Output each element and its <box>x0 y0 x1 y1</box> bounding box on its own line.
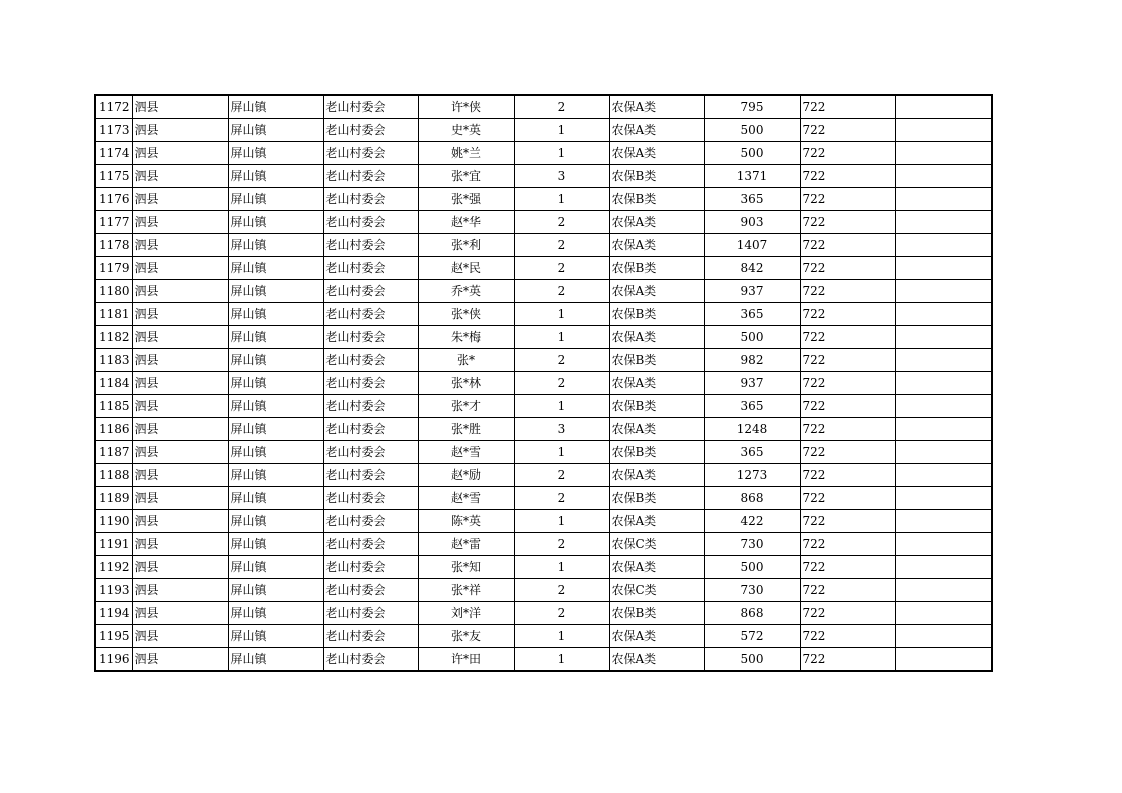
village-cell: 老山村委会 <box>323 326 418 349</box>
table-row <box>95 234 992 257</box>
name-cell: 姚*兰 <box>418 142 514 165</box>
standard-cell: 722 <box>800 372 895 395</box>
county-cell: 泗县 <box>132 280 228 303</box>
standard-cell: 722 <box>800 487 895 510</box>
town-cell: 屏山镇 <box>228 556 323 579</box>
insurance-type-cell: 农保B类 <box>609 395 704 418</box>
amount-cell: 500 <box>704 142 800 165</box>
village-cell: 老山村委会 <box>323 418 418 441</box>
amount-cell: 982 <box>704 349 800 372</box>
table-row <box>95 395 992 418</box>
village-cell: 老山村委会 <box>323 510 418 533</box>
insurance-type-cell: 农保B类 <box>609 441 704 464</box>
standard-cell: 722 <box>800 625 895 648</box>
town-cell: 屏山镇 <box>228 625 323 648</box>
row-index-cell: 1195 <box>95 625 132 648</box>
standard-cell: 722 <box>800 556 895 579</box>
county-cell: 泗县 <box>132 625 228 648</box>
county-cell: 泗县 <box>132 441 228 464</box>
note-cell <box>895 349 992 372</box>
standard-cell: 722 <box>800 441 895 464</box>
table-row <box>95 165 992 188</box>
note-cell <box>895 556 992 579</box>
table-row <box>95 602 992 625</box>
household-count-cell: 1 <box>514 625 609 648</box>
name-cell: 朱*梅 <box>418 326 514 349</box>
row-index-cell: 1177 <box>95 211 132 234</box>
insurance-type-cell: 农保A类 <box>609 119 704 142</box>
household-count-cell: 1 <box>514 142 609 165</box>
row-index-cell: 1182 <box>95 326 132 349</box>
village-cell: 老山村委会 <box>323 119 418 142</box>
county-cell: 泗县 <box>132 510 228 533</box>
table-row <box>95 556 992 579</box>
row-index-cell: 1178 <box>95 234 132 257</box>
amount-cell: 365 <box>704 441 800 464</box>
name-cell: 乔*英 <box>418 280 514 303</box>
county-cell: 泗县 <box>132 556 228 579</box>
table-row <box>95 648 992 672</box>
name-cell: 赵*雷 <box>418 533 514 556</box>
town-cell: 屏山镇 <box>228 280 323 303</box>
table-row <box>95 418 992 441</box>
village-cell: 老山村委会 <box>323 142 418 165</box>
standard-cell: 722 <box>800 602 895 625</box>
county-cell: 泗县 <box>132 142 228 165</box>
name-cell: 张*利 <box>418 234 514 257</box>
village-cell: 老山村委会 <box>323 441 418 464</box>
note-cell <box>895 625 992 648</box>
village-cell: 老山村委会 <box>323 211 418 234</box>
note-cell <box>895 441 992 464</box>
county-cell: 泗县 <box>132 257 228 280</box>
row-index-cell: 1196 <box>95 648 132 672</box>
household-count-cell: 2 <box>514 602 609 625</box>
standard-cell: 722 <box>800 648 895 672</box>
row-index-cell: 1176 <box>95 188 132 211</box>
table-body <box>95 95 992 671</box>
town-cell: 屏山镇 <box>228 95 323 119</box>
note-cell <box>895 188 992 211</box>
row-index-cell: 1174 <box>95 142 132 165</box>
insurance-type-cell: 农保B类 <box>609 165 704 188</box>
village-cell: 老山村委会 <box>323 188 418 211</box>
name-cell: 张*胜 <box>418 418 514 441</box>
household-count-cell: 1 <box>514 119 609 142</box>
table-row <box>95 441 992 464</box>
standard-cell: 722 <box>800 533 895 556</box>
row-index-cell: 1183 <box>95 349 132 372</box>
amount-cell: 572 <box>704 625 800 648</box>
amount-cell: 500 <box>704 648 800 672</box>
household-count-cell: 1 <box>514 395 609 418</box>
village-cell: 老山村委会 <box>323 165 418 188</box>
name-cell: 赵*民 <box>418 257 514 280</box>
town-cell: 屏山镇 <box>228 418 323 441</box>
standard-cell: 722 <box>800 326 895 349</box>
amount-cell: 500 <box>704 119 800 142</box>
amount-cell: 1248 <box>704 418 800 441</box>
village-cell: 老山村委会 <box>323 395 418 418</box>
name-cell: 张*侠 <box>418 303 514 326</box>
household-count-cell: 1 <box>514 556 609 579</box>
household-count-cell: 2 <box>514 257 609 280</box>
name-cell: 张*祥 <box>418 579 514 602</box>
town-cell: 屏山镇 <box>228 165 323 188</box>
table-row <box>95 95 992 119</box>
amount-cell: 1407 <box>704 234 800 257</box>
household-count-cell: 1 <box>514 303 609 326</box>
name-cell: 陈*英 <box>418 510 514 533</box>
town-cell: 屏山镇 <box>228 326 323 349</box>
insurance-type-cell: 农保C类 <box>609 533 704 556</box>
row-index-cell: 1193 <box>95 579 132 602</box>
town-cell: 屏山镇 <box>228 119 323 142</box>
table-row <box>95 142 992 165</box>
name-cell: 刘*洋 <box>418 602 514 625</box>
village-cell: 老山村委会 <box>323 349 418 372</box>
table-row <box>95 257 992 280</box>
town-cell: 屏山镇 <box>228 211 323 234</box>
table-row <box>95 510 992 533</box>
note-cell <box>895 119 992 142</box>
town-cell: 屏山镇 <box>228 303 323 326</box>
village-cell: 老山村委会 <box>323 533 418 556</box>
county-cell: 泗县 <box>132 418 228 441</box>
amount-cell: 365 <box>704 188 800 211</box>
table-row <box>95 487 992 510</box>
row-index-cell: 1194 <box>95 602 132 625</box>
note-cell <box>895 257 992 280</box>
amount-cell: 868 <box>704 487 800 510</box>
document-sheet <box>94 94 993 672</box>
table-row <box>95 349 992 372</box>
row-index-cell: 1186 <box>95 418 132 441</box>
name-cell: 张*林 <box>418 372 514 395</box>
household-count-cell: 1 <box>514 648 609 672</box>
town-cell: 屏山镇 <box>228 142 323 165</box>
insurance-type-cell: 农保A类 <box>609 648 704 672</box>
standard-cell: 722 <box>800 257 895 280</box>
insurance-type-cell: 农保A类 <box>609 625 704 648</box>
table-row <box>95 533 992 556</box>
county-cell: 泗县 <box>132 188 228 211</box>
note-cell <box>895 395 992 418</box>
household-count-cell: 2 <box>514 211 609 234</box>
insurance-type-cell: 农保A类 <box>609 211 704 234</box>
standard-cell: 722 <box>800 395 895 418</box>
amount-cell: 1371 <box>704 165 800 188</box>
row-index-cell: 1179 <box>95 257 132 280</box>
household-count-cell: 2 <box>514 464 609 487</box>
note-cell <box>895 602 992 625</box>
village-cell: 老山村委会 <box>323 648 418 672</box>
village-cell: 老山村委会 <box>323 602 418 625</box>
amount-cell: 868 <box>704 602 800 625</box>
standard-cell: 722 <box>800 280 895 303</box>
household-count-cell: 2 <box>514 487 609 510</box>
insurance-type-cell: 农保A类 <box>609 142 704 165</box>
town-cell: 屏山镇 <box>228 648 323 672</box>
table-row <box>95 211 992 234</box>
table-row <box>95 326 992 349</box>
insurance-type-cell: 农保A类 <box>609 95 704 119</box>
county-cell: 泗县 <box>132 349 228 372</box>
insurance-type-cell: 农保A类 <box>609 510 704 533</box>
standard-cell: 722 <box>800 188 895 211</box>
village-cell: 老山村委会 <box>323 372 418 395</box>
standard-cell: 722 <box>800 211 895 234</box>
household-count-cell: 2 <box>514 533 609 556</box>
county-cell: 泗县 <box>132 602 228 625</box>
note-cell <box>895 95 992 119</box>
name-cell: 史*英 <box>418 119 514 142</box>
household-count-cell: 2 <box>514 234 609 257</box>
insurance-type-cell: 农保B类 <box>609 602 704 625</box>
amount-cell: 500 <box>704 326 800 349</box>
note-cell <box>895 211 992 234</box>
town-cell: 屏山镇 <box>228 257 323 280</box>
household-count-cell: 2 <box>514 372 609 395</box>
standard-cell: 722 <box>800 418 895 441</box>
insurance-type-cell: 农保B类 <box>609 303 704 326</box>
county-cell: 泗县 <box>132 533 228 556</box>
town-cell: 屏山镇 <box>228 441 323 464</box>
row-index-cell: 1187 <box>95 441 132 464</box>
insurance-type-cell: 农保A类 <box>609 234 704 257</box>
row-index-cell: 1191 <box>95 533 132 556</box>
data-table <box>94 94 993 672</box>
note-cell <box>895 648 992 672</box>
row-index-cell: 1175 <box>95 165 132 188</box>
village-cell: 老山村委会 <box>323 280 418 303</box>
insurance-type-cell: 农保A类 <box>609 556 704 579</box>
town-cell: 屏山镇 <box>228 188 323 211</box>
name-cell: 张*强 <box>418 188 514 211</box>
table-row <box>95 372 992 395</box>
standard-cell: 722 <box>800 234 895 257</box>
standard-cell: 722 <box>800 95 895 119</box>
amount-cell: 795 <box>704 95 800 119</box>
note-cell <box>895 165 992 188</box>
insurance-type-cell: 农保B类 <box>609 257 704 280</box>
table-row <box>95 119 992 142</box>
county-cell: 泗县 <box>132 119 228 142</box>
village-cell: 老山村委会 <box>323 95 418 119</box>
amount-cell: 365 <box>704 303 800 326</box>
insurance-type-cell: 农保B类 <box>609 487 704 510</box>
amount-cell: 365 <box>704 395 800 418</box>
insurance-type-cell: 农保A类 <box>609 372 704 395</box>
standard-cell: 722 <box>800 165 895 188</box>
household-count-cell: 2 <box>514 349 609 372</box>
household-count-cell: 2 <box>514 95 609 119</box>
insurance-type-cell: 农保A类 <box>609 280 704 303</box>
insurance-type-cell: 农保B类 <box>609 349 704 372</box>
town-cell: 屏山镇 <box>228 510 323 533</box>
town-cell: 屏山镇 <box>228 372 323 395</box>
name-cell: 赵*雪 <box>418 487 514 510</box>
table-row <box>95 625 992 648</box>
amount-cell: 500 <box>704 556 800 579</box>
town-cell: 屏山镇 <box>228 395 323 418</box>
county-cell: 泗县 <box>132 579 228 602</box>
note-cell <box>895 487 992 510</box>
note-cell <box>895 326 992 349</box>
county-cell: 泗县 <box>132 326 228 349</box>
name-cell: 许*田 <box>418 648 514 672</box>
village-cell: 老山村委会 <box>323 464 418 487</box>
town-cell: 屏山镇 <box>228 234 323 257</box>
row-index-cell: 1190 <box>95 510 132 533</box>
standard-cell: 722 <box>800 579 895 602</box>
note-cell <box>895 142 992 165</box>
amount-cell: 730 <box>704 533 800 556</box>
name-cell: 赵*华 <box>418 211 514 234</box>
household-count-cell: 3 <box>514 165 609 188</box>
household-count-cell: 1 <box>514 188 609 211</box>
name-cell: 张* <box>418 349 514 372</box>
standard-cell: 722 <box>800 349 895 372</box>
table-row <box>95 303 992 326</box>
county-cell: 泗县 <box>132 395 228 418</box>
town-cell: 屏山镇 <box>228 464 323 487</box>
name-cell: 张*知 <box>418 556 514 579</box>
note-cell <box>895 372 992 395</box>
county-cell: 泗县 <box>132 372 228 395</box>
household-count-cell: 1 <box>514 441 609 464</box>
insurance-type-cell: 农保A类 <box>609 418 704 441</box>
name-cell: 张*友 <box>418 625 514 648</box>
county-cell: 泗县 <box>132 464 228 487</box>
standard-cell: 722 <box>800 510 895 533</box>
amount-cell: 842 <box>704 257 800 280</box>
table-row <box>95 464 992 487</box>
insurance-type-cell: 农保B类 <box>609 188 704 211</box>
household-count-cell: 2 <box>514 280 609 303</box>
county-cell: 泗县 <box>132 487 228 510</box>
note-cell <box>895 464 992 487</box>
name-cell: 许*侠 <box>418 95 514 119</box>
insurance-type-cell: 农保A类 <box>609 464 704 487</box>
name-cell: 赵*雪 <box>418 441 514 464</box>
name-cell: 赵*励 <box>418 464 514 487</box>
row-index-cell: 1189 <box>95 487 132 510</box>
amount-cell: 937 <box>704 280 800 303</box>
household-count-cell: 1 <box>514 510 609 533</box>
table-row <box>95 579 992 602</box>
village-cell: 老山村委会 <box>323 556 418 579</box>
town-cell: 屏山镇 <box>228 487 323 510</box>
standard-cell: 722 <box>800 119 895 142</box>
village-cell: 老山村委会 <box>323 487 418 510</box>
note-cell <box>895 510 992 533</box>
name-cell: 张*宜 <box>418 165 514 188</box>
row-index-cell: 1181 <box>95 303 132 326</box>
row-index-cell: 1172 <box>95 95 132 119</box>
row-index-cell: 1180 <box>95 280 132 303</box>
amount-cell: 903 <box>704 211 800 234</box>
note-cell <box>895 579 992 602</box>
note-cell <box>895 533 992 556</box>
standard-cell: 722 <box>800 142 895 165</box>
town-cell: 屏山镇 <box>228 579 323 602</box>
village-cell: 老山村委会 <box>323 625 418 648</box>
town-cell: 屏山镇 <box>228 349 323 372</box>
amount-cell: 422 <box>704 510 800 533</box>
amount-cell: 730 <box>704 579 800 602</box>
amount-cell: 1273 <box>704 464 800 487</box>
county-cell: 泗县 <box>132 95 228 119</box>
row-index-cell: 1185 <box>95 395 132 418</box>
village-cell: 老山村委会 <box>323 257 418 280</box>
village-cell: 老山村委会 <box>323 579 418 602</box>
town-cell: 屏山镇 <box>228 602 323 625</box>
town-cell: 屏山镇 <box>228 533 323 556</box>
village-cell: 老山村委会 <box>323 303 418 326</box>
insurance-type-cell: 农保A类 <box>609 326 704 349</box>
household-count-cell: 3 <box>514 418 609 441</box>
household-count-cell: 1 <box>514 326 609 349</box>
note-cell <box>895 418 992 441</box>
county-cell: 泗县 <box>132 303 228 326</box>
table-row <box>95 188 992 211</box>
standard-cell: 722 <box>800 464 895 487</box>
table-row <box>95 280 992 303</box>
row-index-cell: 1173 <box>95 119 132 142</box>
standard-cell: 722 <box>800 303 895 326</box>
row-index-cell: 1188 <box>95 464 132 487</box>
county-cell: 泗县 <box>132 211 228 234</box>
amount-cell: 937 <box>704 372 800 395</box>
insurance-type-cell: 农保C类 <box>609 579 704 602</box>
county-cell: 泗县 <box>132 648 228 672</box>
row-index-cell: 1192 <box>95 556 132 579</box>
note-cell <box>895 280 992 303</box>
note-cell <box>895 234 992 257</box>
household-count-cell: 2 <box>514 579 609 602</box>
row-index-cell: 1184 <box>95 372 132 395</box>
name-cell: 张*才 <box>418 395 514 418</box>
note-cell <box>895 303 992 326</box>
county-cell: 泗县 <box>132 165 228 188</box>
county-cell: 泗县 <box>132 234 228 257</box>
village-cell: 老山村委会 <box>323 234 418 257</box>
